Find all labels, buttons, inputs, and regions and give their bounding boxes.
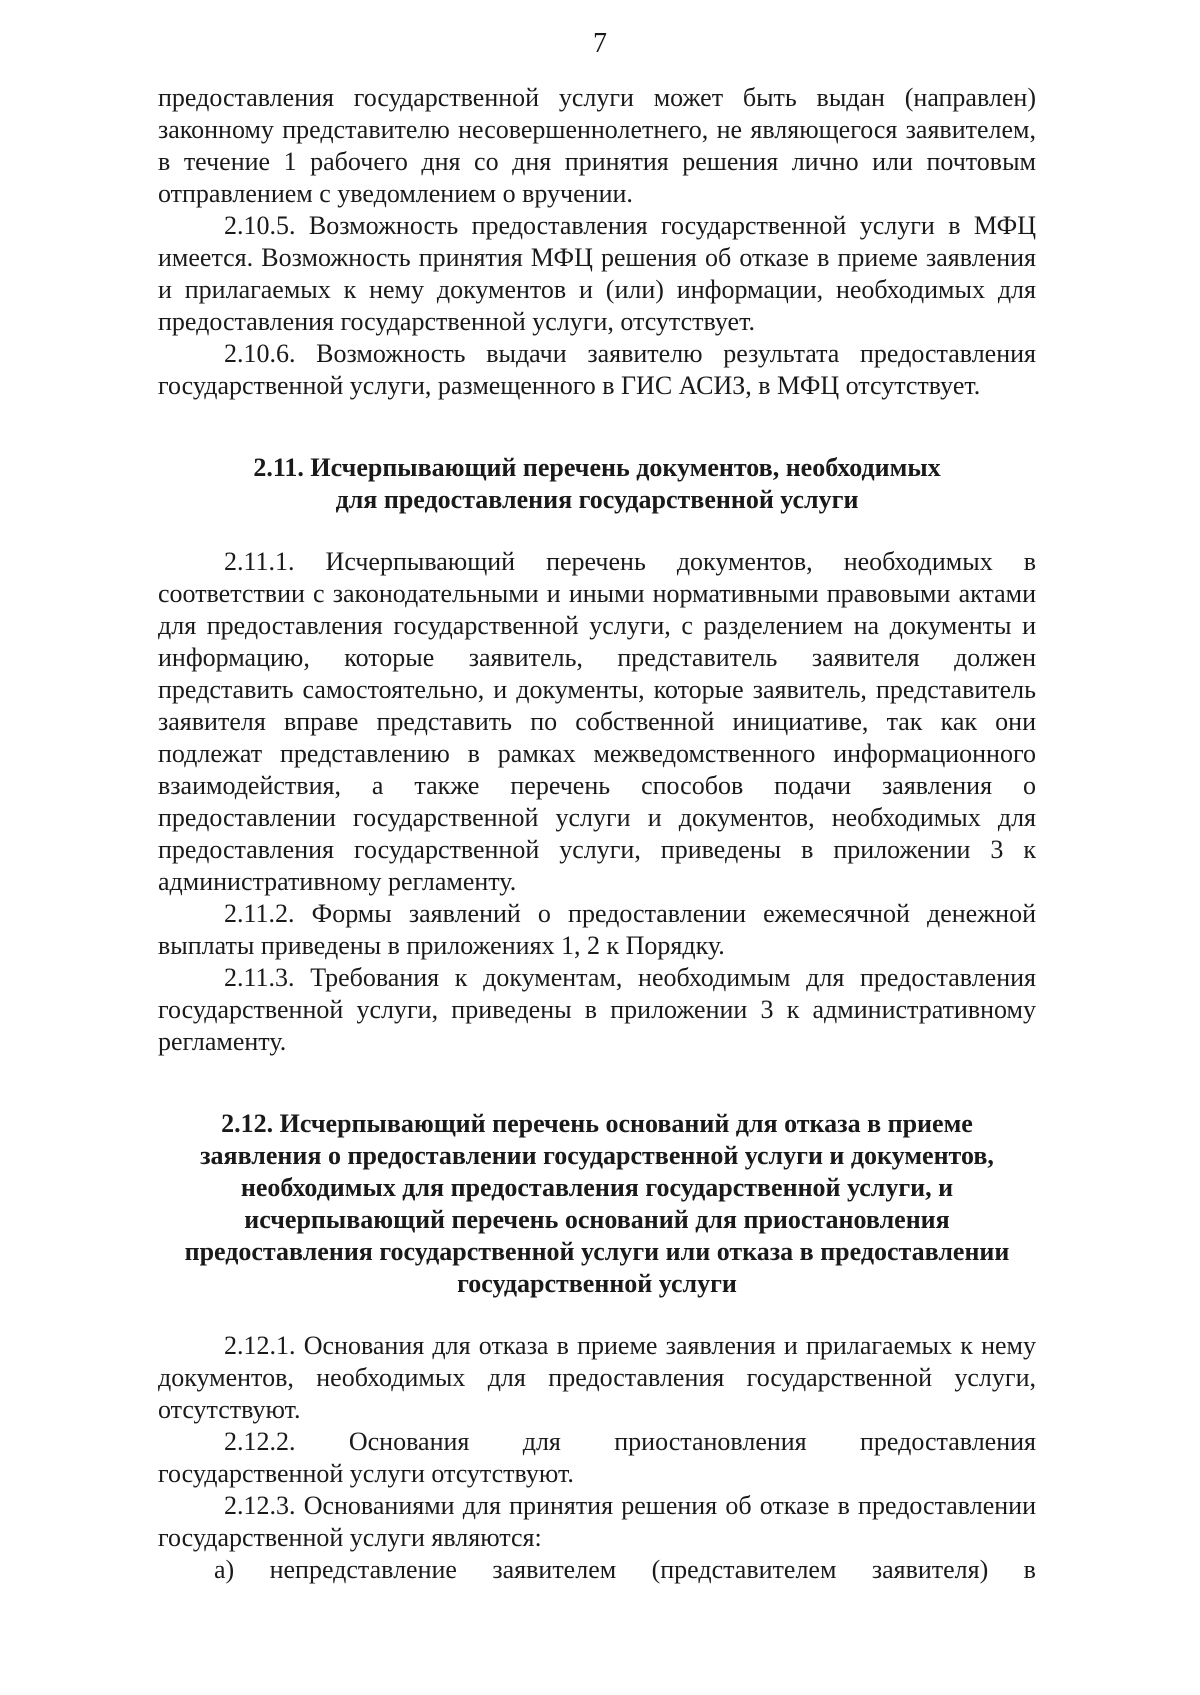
paragraph-2-10-5: 2.10.5. Возможность предоставления государственной услуги в МФЦ имеется. Возможность принятия МФЦ решения об отказе в приеме заявления и прилагаемых к нему документов и (или) информации, необходимых для предоставления государственной услуги, отсутствует. (158, 211, 1036, 336)
paragraph-2-11-3: 2.11.3. Требования к документам, необходимым для предоставления государственной услуги, приведены в приложении 3 к административному регламенту. (158, 963, 1036, 1056)
heading-line: предоставления государственной услуги или отказа в предоставлении (184, 1237, 1010, 1266)
paragraph: предоставления государственной услуги может быть выдан (направлен) законному представителю несовершеннолетнего, не являющегося заявителем, в течение 1 рабочего дня со дня принятия решения лично или почтовым отправлением с уведомлением о вручении. (158, 83, 1036, 208)
section-heading-2-11 (158, 452, 1036, 516)
heading-line: 2.12. Исчерпывающий перечень оснований для отказа в приеме (221, 1109, 973, 1138)
paragraph-2-12-3: 2.12.3. Основаниями для принятия решения об отказе в предоставлении государственной услуги являются: (158, 1491, 1036, 1552)
spacer (158, 1058, 1036, 1108)
list-item-word: заявителем (492, 1555, 617, 1584)
heading-line: исчерпывающий перечень оснований для приостановления (244, 1205, 950, 1234)
heading-line: для предоставления государственной услуги (335, 485, 859, 514)
section-heading-2-12 (158, 1108, 1036, 1300)
list-item-word: непредставление (269, 1555, 457, 1584)
heading-line: 2.11. Исчерпывающий перечень документов, необходимых (253, 453, 941, 482)
spacer (158, 402, 1036, 452)
page-number: 7 (593, 28, 607, 59)
heading-line: государственной услуги (457, 1269, 737, 1298)
list-item-word: (представителем (651, 1555, 837, 1584)
paragraph-2-12-2: 2.12.2. Основания для приостановления предоставления государственной услуги отсутствуют. (158, 1427, 1036, 1488)
paragraph-2-10-6: 2.10.6. Возможность выдачи заявителю результата предоставления государственной услуги, размещенного в ГИС АСИЗ, в МФЦ отсутствует. (158, 339, 1036, 400)
spacer (158, 516, 1036, 546)
document-body (158, 82, 1036, 1586)
heading-line: заявления о предоставлении государственной услуги и документов, (200, 1141, 994, 1170)
paragraph-2-11-1: 2.11.1. Исчерпывающий перечень документов, необходимых в соответствии с законодательными и иными нормативными правовыми актами для предоставления государственной услуги, с разделением на документы и информацию, которые заявитель, представитель заявителя должен представить самостоятельно, и документы, которые заявитель, представитель заявителя вправе представить по собственной инициативе, так как они подлежат представлению в рамках межведомственного информационного взаимодействия, а также перечень способов подачи заявления о предоставлении государственной услуги и документов, необходимых для предоставления государственной услуги, приведены в приложении 3 к административному регламенту. (158, 547, 1036, 896)
paragraph-2-12-1: 2.12.1. Основания для отказа в приеме заявления и прилагаемых к нему документов, необходимых для предоставления государственной услуги, отсутствуют. (158, 1331, 1036, 1424)
list-item-a (158, 1554, 1036, 1586)
paragraph-2-11-2: 2.11.2. Формы заявлений о предоставлении ежемесячной денежной выплаты приведены в приложениях 1, 2 к Порядку. (158, 899, 1036, 960)
spacer (158, 1300, 1036, 1330)
list-item-word: заявителя) (871, 1555, 989, 1584)
heading-line: необходимых для предоставления государственной услуги, и (240, 1173, 954, 1202)
list-marker: а) (214, 1555, 235, 1584)
list-item-word: в (1023, 1555, 1036, 1584)
